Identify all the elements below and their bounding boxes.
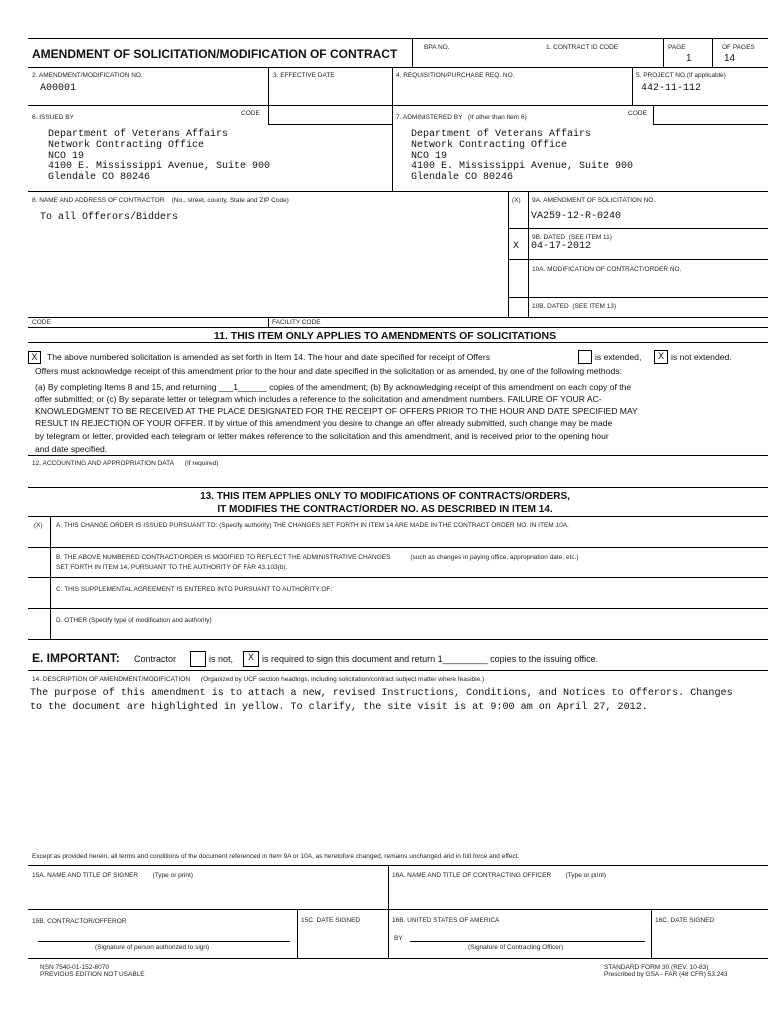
s15a-note: (Type or print) <box>152 872 193 879</box>
sig-officer-caption: (Signature of Contracting Officer) <box>468 944 564 951</box>
amendment-no-label: 2. AMENDMENT/MODIFICATION NO. <box>32 72 143 79</box>
item13-c: C. THIS SUPPLEMENTAL AGREEMENT IS ENTERED INTO PURSUANT TO AUTHORITY OF: <box>56 586 333 593</box>
item13-b1 <box>56 554 579 561</box>
v-page <box>663 38 664 67</box>
contractor-word: Contractor <box>134 654 177 664</box>
v-16c <box>651 909 652 958</box>
required-main: is required to sign this document and return <box>262 654 438 664</box>
important-label: E. IMPORTANT: <box>32 651 120 665</box>
contractor-label-text: 8. NAME AND ADDRESS OF CONTRACTOR <box>32 197 165 204</box>
project-no: 442-11-112 <box>641 83 702 94</box>
s16a-note: (Type or print) <box>565 872 607 879</box>
administered-by-address <box>411 130 633 184</box>
effective-date-label: 3. EFFECTIVE DATE <box>273 72 335 79</box>
date-15c-label: 15C. DATE SIGNED <box>301 917 361 924</box>
item13-x-label: (X) <box>34 522 43 529</box>
rule-code <box>28 317 768 318</box>
x-col-label: (X) <box>512 197 521 204</box>
top-rule <box>28 38 768 39</box>
dated-9b-label <box>532 234 612 241</box>
item13-title-2: IT MODIFIES THE CONTRACT/ORDER NO. AS DESCRIBED IN ITEM 14. <box>217 504 553 515</box>
item13-b-note: (such as changes in paying office, appropriation date, etc.) <box>410 554 579 561</box>
issued-by-label: 6. ISSUED BY <box>32 114 74 121</box>
rule-bottom <box>28 958 768 959</box>
item11-line7: by telegram or letter, provided each telegram or letter makes reference to the solicitation and this amendment, and is received prior to the opening hour <box>35 431 609 441</box>
item13-b1-text: B. THE ABOVE NUMBERED CONTRACT/ORDER IS MODIFIED TO REFLECT THE ADMINISTRATIVE CHANGES <box>56 554 391 561</box>
item12-note: (If required) <box>184 460 219 467</box>
admin-line-4: 4100 E. Mississippi Avenue, Suite 900 <box>411 161 634 173</box>
v-title-end <box>412 38 413 67</box>
v-ofpage <box>712 38 713 67</box>
see-item-13: (SEE ITEM 13) <box>572 303 617 310</box>
contract-id-label: 1. CONTRACT ID CODE <box>546 44 619 51</box>
code7-v <box>653 105 654 124</box>
v-row6-mid <box>392 105 393 191</box>
rule-row8-top <box>28 191 768 192</box>
date-16c-label: 16C. DATE SIGNED <box>655 917 715 924</box>
previous-edition-text: PREVIOUS EDITION NOT USABLE <box>40 971 145 978</box>
project-label-text: 5. PROJECT NO. <box>636 72 687 79</box>
sig-line-16 <box>410 941 645 942</box>
v-15c <box>297 909 298 958</box>
of-pages-label: OF PAGES <box>722 44 755 51</box>
amend-sol-label: 9A. AMENDMENT OF SOLICITATION NO. <box>532 197 656 204</box>
bpa-label: BPA NO. <box>424 44 450 51</box>
rule-11-top <box>28 327 768 328</box>
contractor-label <box>32 197 289 204</box>
item12-text: 12. ACCOUNTING AND APPROPRIATION DATA <box>32 460 174 467</box>
see-item-11: (SEE ITEM 11) <box>568 234 612 241</box>
facility-code-label: FACILITY CODE <box>272 319 321 326</box>
sig-person-caption: (Signature of person authorized to sign) <box>95 944 210 951</box>
is-not-checkbox[interactable] <box>190 651 206 667</box>
solicitation-no: VA259-12-R-0240 <box>531 211 622 222</box>
code-label-7: CODE <box>628 110 647 117</box>
rule-15-top <box>28 865 768 866</box>
rule-13-top <box>28 487 768 488</box>
prescribed-text: Prescribed by GSA - FAR (48 CFR) 53.243 <box>604 971 728 978</box>
line3a: (a) By completing Items 8 and 15, and returning <box>35 382 219 392</box>
sig-line-15 <box>38 941 290 942</box>
rule-13-title-bottom <box>28 516 768 517</box>
copies-count: ___1______ <box>218 382 267 392</box>
officer-16a-label <box>392 872 606 879</box>
admin-line-2: Network Contracting Office <box>411 139 568 151</box>
mark-9b: X <box>513 241 520 252</box>
code-label-6: CODE <box>241 110 260 117</box>
v-row2-c <box>632 67 633 105</box>
code6-v <box>268 105 269 124</box>
v-x-col-right <box>528 191 529 317</box>
copies-tail: copies to the issuing office. <box>487 654 599 664</box>
of-pages-number: 14 <box>724 53 736 64</box>
code6-line <box>268 124 392 125</box>
line3b: copies of the amendment; (b) By acknowledging receipt of this amendment on each copy of the <box>266 382 632 392</box>
item13-title-1: 13. THIS ITEM APPLIES ONLY TO MODIFICATIONS OF CONTRACTS/ORDERS, <box>200 491 570 502</box>
item12-label <box>32 460 218 467</box>
item14-label <box>32 676 484 683</box>
issued-by-address <box>48 130 270 184</box>
item11-line2: Offers must acknowledge receipt of this amendment prior to the hour and date specified in the solicitation or as amended, by one of the following methods: <box>35 366 622 376</box>
standard-form-text: STANDARD FORM 30 (REV. 10-83) <box>604 964 709 971</box>
code-label-8: CODE <box>32 319 51 326</box>
is-not-text: is not, <box>209 654 234 664</box>
item11-line8: and date specified. <box>35 444 108 454</box>
rule-row2-bottom <box>28 105 768 106</box>
rule-13c <box>28 608 768 609</box>
rule-9b <box>508 259 768 260</box>
rule-important-bottom <box>28 670 768 671</box>
item13-b2: SET FORTH IN ITEM 14, PURSUANT TO THE AUTHORITY OF FAR 43.103(b). <box>56 564 288 571</box>
v-facility <box>268 317 269 327</box>
is-not-extended: is not extended. <box>671 352 732 362</box>
signer-15a-label <box>32 872 193 879</box>
item11-title: 11. THIS ITEM ONLY APPLIES TO AMENDMENTS OF SOLICITATIONS <box>213 330 557 342</box>
s16a-text: 16A. NAME AND TITLE OF CONTRACTING OFFICER <box>392 872 552 879</box>
rule-10a <box>508 297 768 298</box>
rule-13a <box>28 547 768 548</box>
administered-label-text: 7. ADMINISTERED BY <box>396 114 463 121</box>
required-text <box>262 654 598 664</box>
issued-line-2: Network Contracting Office <box>48 139 205 151</box>
admin-line-5: Glendale CO 80246 <box>411 172 514 184</box>
except-statement: Except as provided herein, all terms and conditions of the document referenced in Item 9A or 10A, as heretofore changed, remains unchanged and in full force and effect. <box>32 853 520 860</box>
mod-10a-label: 10A. MODIFICATION OF CONTRACT/ORDER NO. <box>532 266 682 273</box>
by-label: BY <box>394 935 403 942</box>
page-number: 1 <box>686 53 692 64</box>
dated-9b-text: 9B. DATED <box>532 234 566 241</box>
item11-line4: offer submitted; or (c) By separate letter or telegram which includes a reference to the solicitation and amendment numbers. FAILURE OF YOUR AC- <box>35 394 602 404</box>
v-15-mid <box>388 865 389 958</box>
rule-9a <box>508 228 768 229</box>
form-title: AMENDMENT OF SOLICITATION/MODIFICATION OF CONTRACT <box>32 47 398 61</box>
rule-12-top <box>28 455 768 456</box>
administered-note: (If other than Item 6) <box>467 114 527 121</box>
admin-line-1: Department of Veterans Affairs <box>411 129 592 140</box>
not-extended-checkbox[interactable]: X <box>654 350 668 364</box>
requisition-label: 4. REQUISITION/PURCHASE REQ. NO. <box>396 72 515 79</box>
dated-10b-label <box>532 303 616 310</box>
rule-13d <box>28 639 768 640</box>
item14-note: (Organized by UCF section headings, including solicitation/contract subject matter where feasible.) <box>200 676 485 683</box>
item14-line2: to the document are highlighted in yellow. To clarify, the site visit is at 9:00 am on April 27, 2012. <box>30 702 648 713</box>
copies-required: 1_________ <box>437 654 488 664</box>
item13-d: D. OTHER (Specify type of modification and authority) <box>56 617 212 624</box>
extended-checkbox[interactable] <box>578 350 592 364</box>
project-note: (If applicable) <box>686 72 726 79</box>
nsn-text: NSN 7540-01-152-8070 <box>40 964 110 971</box>
issued-line-4: 4100 E. Mississippi Avenue, Suite 900 <box>48 161 271 173</box>
dated-9b: 04-17-2012 <box>531 241 592 252</box>
item11-line6: RESULT IN REJECTION OF YOUR OFFER. If by virtue of this amendment you desire to change an offer already submitted, such change may be made <box>35 418 613 428</box>
amendment-no: A00001 <box>40 83 77 94</box>
rule-15b-top <box>28 909 768 910</box>
item14-line1: The purpose of this amendment is to attach a new, revised Instructions, Conditions, and Notices to Offerors. Changes <box>30 688 733 699</box>
v-x-col-left <box>508 191 509 317</box>
is-extended: is extended, <box>595 352 642 362</box>
item14-text: 14. DESCRIPTION OF AMENDMENT/MODIFICATION <box>32 676 191 683</box>
rule-11-title-bottom <box>28 342 768 343</box>
item13-a: A. THIS CHANGE ORDER IS ISSUED PURSUANT TO: (Specify authority) THE CHANGES SET FORTH IN ITEM 14 ARE MADE IN THE CONTRACT ORDER NO. IN ITEM 10A. <box>56 522 569 529</box>
project-no-label <box>636 72 726 79</box>
contractor-note: (No., street, county, State and ZIP Code) <box>171 197 289 204</box>
rule-header-bottom <box>28 67 768 68</box>
contractor-name: To all Offerors/Bidders <box>40 212 179 223</box>
administered-by-label <box>396 114 527 121</box>
amended-checkbox[interactable]: X <box>28 351 41 364</box>
code7-line <box>653 124 768 125</box>
item11-line3 <box>35 382 631 392</box>
is-required-checkbox[interactable]: X <box>243 651 259 667</box>
s15a-text: 15A. NAME AND TITLE OF SIGNER <box>32 872 139 879</box>
item11-line5: KNOWLEDGMENT TO BE RECEIVED AT THE PLACE DESIGNATED FOR THE RECEIPT OF OFFERS PRIOR TO THE HOUR AND DATE SPECIFIED MAY <box>35 406 638 416</box>
contractor-15b-label: 15B. CONTRACTOR/OFFEROR <box>32 918 127 925</box>
item11-line1: The above numbered solicitation is amended as set forth in Item 14. The hour and date specified for receipt of Offers <box>47 352 490 362</box>
v-row2-b <box>392 67 393 105</box>
rule-13b <box>28 577 768 578</box>
page-label: PAGE <box>668 44 686 51</box>
issued-line-1: Department of Veterans Affairs <box>48 129 229 140</box>
issued-line-5: Glendale CO 80246 <box>48 172 151 184</box>
v-row2-a <box>268 67 269 105</box>
usa-16b-label: 16B. UNITED STATES OF AMERICA <box>392 917 500 924</box>
dated-10b-text: 10B. DATED <box>532 303 569 310</box>
admin-line-3: NCO 19 <box>411 150 448 162</box>
issued-line-3: NCO 19 <box>48 150 85 162</box>
